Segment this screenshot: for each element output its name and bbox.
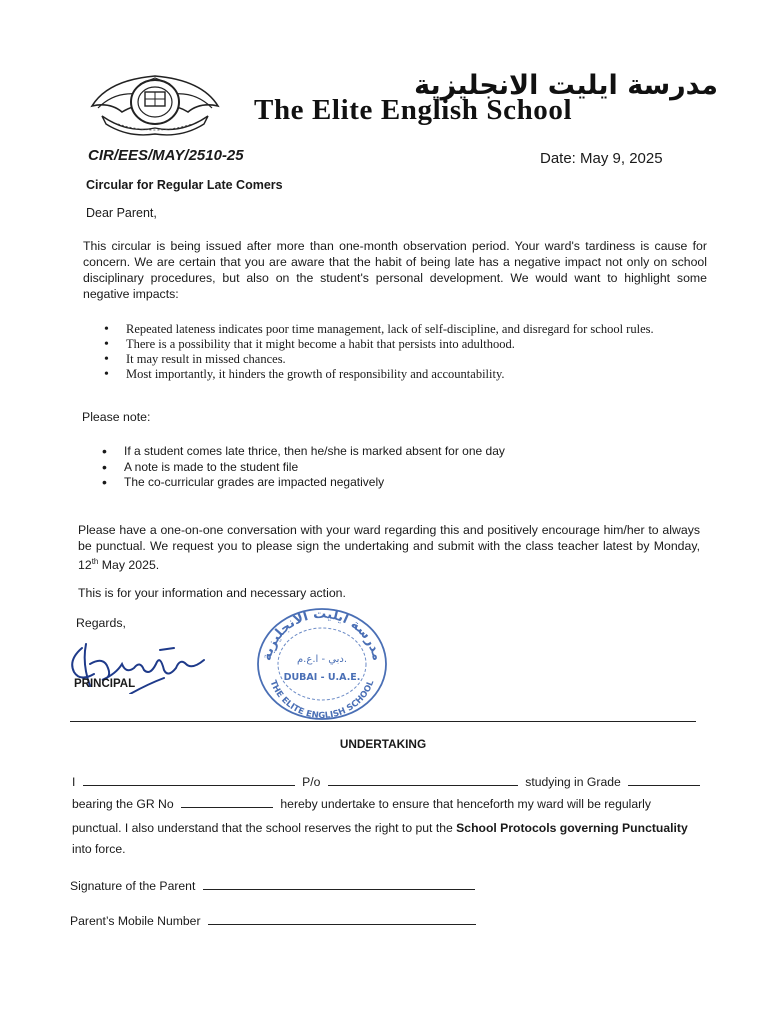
punctual-text: punctual. I also understand that the school reserves the right to put the bbox=[72, 821, 457, 835]
stamp-english-ring: THE ELITE ENGLISH SCHOOL bbox=[267, 678, 377, 722]
protocols-text: School Protocols governing Punctuality bbox=[456, 821, 688, 835]
school-stamp bbox=[252, 604, 392, 722]
parent-signature-row bbox=[70, 878, 479, 893]
signature-text: Kiauathai bbox=[64, 634, 69, 635]
school-crest-logo bbox=[88, 72, 222, 138]
circular-date: Date: May 9, 2025 bbox=[540, 150, 663, 167]
divider bbox=[70, 721, 696, 722]
request-text: Please have a one-on-one conversation with your ward regarding this and positively encourage him/her to always be punctual. We request you to please sign the undertaking and submit with the class teacher latest by Monday, 12 bbox=[78, 523, 700, 573]
undertaking-title: UNDERTAKING bbox=[339, 737, 427, 751]
school-name-english: The Elite English School bbox=[254, 94, 573, 126]
salutation: Dear Parent, bbox=[86, 206, 157, 220]
circular-subject: Circular for Regular Late Comers bbox=[86, 178, 283, 192]
mobile-label: Parent’s Mobile Number bbox=[70, 914, 201, 928]
list-item: • The co-curricular grades are impacted negatively bbox=[102, 475, 702, 491]
intro-paragraph: This circular is being issued after more than one-month observation period. Your ward's tardiness is cause for concern. We are certain that you are aware that the habit of being late has a negative impact not only on school disciplinary procedures, but also on the student's personal development. We would want to highlight some negative impacts: bbox=[83, 239, 707, 301]
parent-signature-field[interactable] bbox=[203, 878, 475, 890]
student-name-field[interactable] bbox=[328, 774, 518, 786]
list-item: • It may result in missed chances. bbox=[104, 352, 708, 367]
parent-name-field[interactable] bbox=[83, 774, 295, 786]
undertake-text: hereby undertake to ensure that henceforth my ward will be regularly bbox=[280, 797, 651, 811]
signature-label: Signature of the Parent bbox=[70, 879, 196, 893]
grade-field[interactable] bbox=[628, 774, 700, 786]
circular-reference: CIR/EES/MAY/2510-25 bbox=[88, 147, 244, 164]
label-bearing: bearing the GR No bbox=[72, 797, 174, 811]
list-item: • There is a possibility that it might become a habit that persists into adulthood. bbox=[104, 337, 708, 352]
regards: Regards, bbox=[76, 616, 126, 630]
label-po: P/o bbox=[302, 775, 321, 789]
request-text-end: May 2025. bbox=[98, 558, 160, 573]
stamp-arabic-ring: مدرسة ايليت الانجليزية bbox=[259, 606, 385, 663]
request-paragraph bbox=[78, 522, 700, 573]
signatory-title: PRINCIPAL bbox=[74, 678, 136, 690]
parent-mobile-field[interactable] bbox=[208, 913, 476, 925]
into-force-text: into force. bbox=[72, 842, 126, 856]
list-item: • A note is made to the student file bbox=[102, 460, 702, 476]
undertaking-line-1 bbox=[72, 774, 704, 789]
date-suffix: th bbox=[91, 557, 99, 566]
list-item: • Most importantly, it hinders the growth of responsibility and accountability. bbox=[104, 367, 708, 382]
label-studying: studying in Grade bbox=[525, 775, 621, 789]
list-item: • If a student comes late thrice, then he/she is marked absent for one day bbox=[102, 444, 702, 460]
stamp-city-arabic: دبي - ا.ع.م. bbox=[296, 654, 348, 665]
note-label: Please note: bbox=[82, 410, 151, 424]
list-item: • Repeated lateness indicates poor time management, lack of self-discipline, and disregard for school rules. bbox=[104, 322, 708, 337]
stamp-city-english: DUBAI - U.A.E. bbox=[283, 672, 361, 683]
negative-impacts-list bbox=[104, 322, 708, 382]
undertaking-line-3 bbox=[72, 821, 694, 835]
label-i: I bbox=[72, 775, 76, 789]
undertaking-line-2 bbox=[72, 796, 694, 811]
gr-number-field[interactable] bbox=[181, 796, 273, 808]
school-name-arabic: مدرسة ايليت الانجليزية bbox=[414, 70, 718, 101]
closing-line: This is for your information and necessary action. bbox=[78, 586, 346, 600]
parent-mobile-row bbox=[70, 913, 480, 928]
notes-list bbox=[102, 444, 702, 491]
